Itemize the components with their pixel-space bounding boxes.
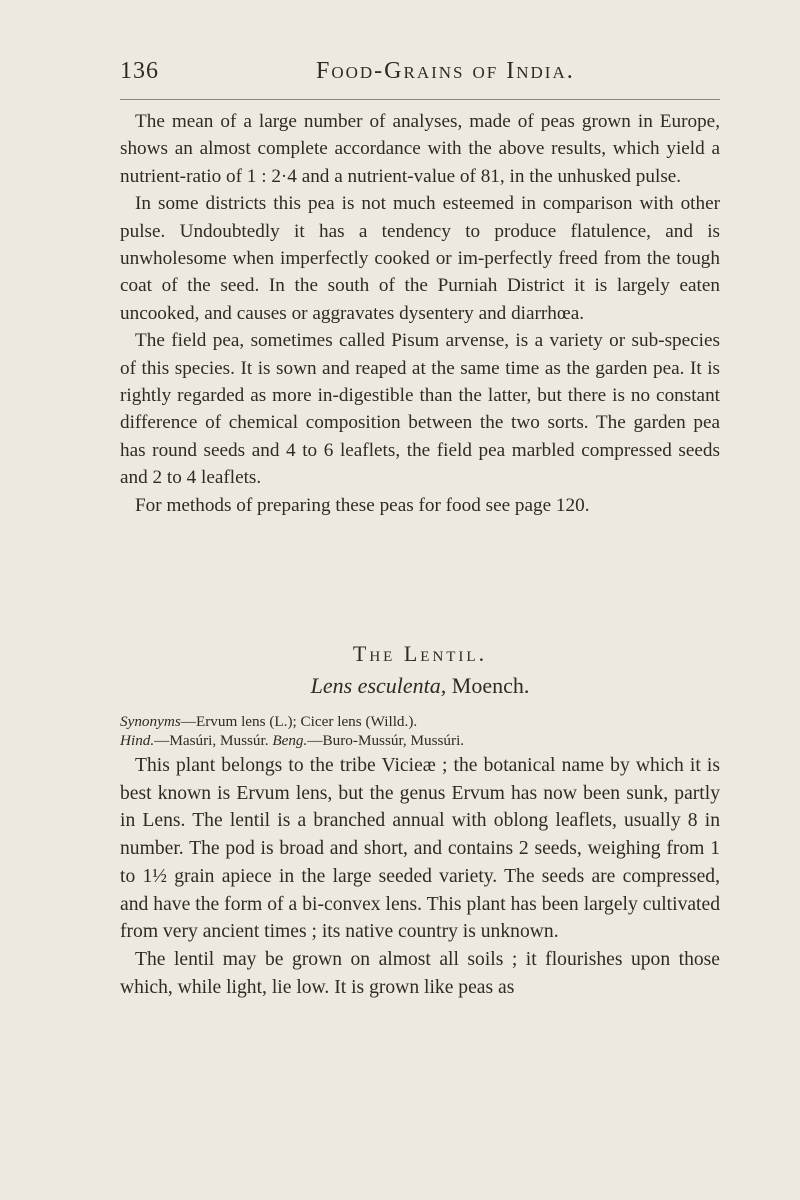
body-text-bottom: [120, 752, 720, 1001]
vernacular-line: [120, 731, 720, 750]
paragraph: For methods of preparing these peas for food see page 120.: [135, 494, 590, 516]
synonyms-line: [120, 712, 720, 731]
body-text-top: [120, 108, 720, 519]
paragraph: The mean of a large number of analyses, made of peas grown in Europe, shows an almost complete accordance with the above results, which yield a nutrient-ratio of 1 : 2·4 and a nutrient-value of 81, in the unhusked pulse.: [120, 111, 720, 187]
page-number: 136: [120, 58, 159, 84]
species-author: Moench.: [446, 673, 530, 698]
species-latin: Lens esculenta,: [310, 673, 447, 698]
hind-label: Hind.: [120, 732, 155, 749]
synonyms-text: —Ervum lens (L.); Cicer lens (Willd.).: [180, 713, 418, 730]
beng-text: —Buro-Mussúr, Mussúri.: [307, 732, 465, 749]
beng-label: Beng.: [272, 732, 308, 749]
paragraph: This plant belongs to the tribe Viciеæ ; the botanical name by which it is best known is Ervum lens, but the genus Ervum has now been sunk, partly in Lens. The lentil is a branched annual with oblong leaflets, usually 8 in number. The pod is broad and short, and contains 2 seeds, weighing from 1 to 1½ grain apiece in the large seeded variety. The seeds are compressed, and have the form of a bi-convex lens. This plant has been largely cultivated from very ancient times ; its native country is unknown.: [120, 755, 720, 943]
paragraph: The lentil may be grown on almost all soils ; it flourishes upon those which, while light, lie low. It is grown like peas as: [120, 948, 720, 998]
header-rule: [120, 99, 720, 100]
paragraph: The field pea, sometimes called Pisum arvense, is a variety or sub-species of this species. It is sown and reaped at the same time as the garden pea. It is rightly regarded as more in-digestible than the latter, but there is no constant difference of chemical composition between the two sorts. The garden pea has round seeds and 4 to 6 leaflets, the field pea marbled compressed seeds and 2 to 4 leaflets.: [120, 330, 720, 489]
synonyms-block: [120, 712, 720, 750]
synonyms-label: Synonyms: [120, 713, 181, 730]
section-title: The Lentil.: [352, 641, 488, 666]
page-header: [120, 58, 720, 98]
paragraph: In some districts this pea is not much esteemed in comparison with other pulse. Undoubtedly it has a tendency to produce flatulence, and is unwholesome when imperfectly cooked or im-perfectly freed from the tough coat of the seed. In the south of the Purniah District it is largely eaten uncooked, and causes or aggravates dysentery and diarrhœa.: [120, 193, 720, 324]
hind-text: —Masúri, Mussúr.: [154, 732, 273, 749]
running-head: Food-Grains of India.: [316, 58, 575, 84]
species-name: [120, 673, 720, 699]
